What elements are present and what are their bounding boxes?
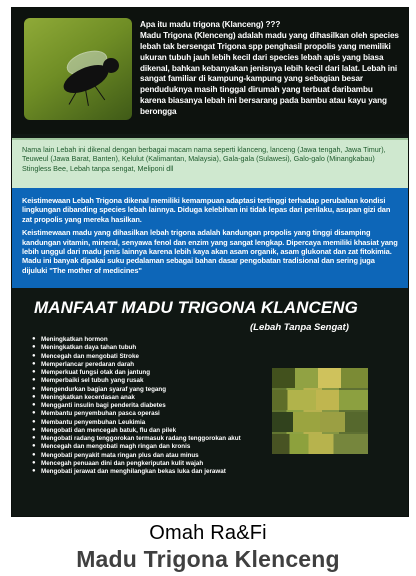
product-image-texture xyxy=(272,412,368,432)
list-item: ● Meningkatkan hormon xyxy=(32,336,392,344)
paragraph-honey-quality: Keistimewaan madu yang dihasilkan lebah trigona adalah kandungan propolis yang tinggi disamping kandungan vitamin, mineral, senyawa fenol dan enzim yang sangat lengkap. Dipercaya memiliki khasiat yang lebih unggul dari madu jenis lainnya karena lebih kaya akan asam organik, asam glukonat dan zat fitokimia. Madu ini banyak dipakai suku pedalaman sebagai bahan dasar pengobatan tradisional dan sering juga dijuluki "The mother of medicines" xyxy=(22,228,398,275)
hero-description: Madu Trigona (Klenceng) adalah madu yang dihasilkan oleh species lebah tak bersengat Trigona spp penghasil propolis yang memiliki ukuran tubuh jauh lebih kecil dari species lebah apis yang biasa dikenal, bahkan kebanyakan jenisnya lebih kecil dari lalat. Lebah ini sangat familiar di kampung-kampung yang sebagian besar penduduknya masih tinggal dirumah yang terbuat daribambu karena biasanya lebah ini bersarang pada bambu atau kayu yang berongga xyxy=(140,31,399,116)
list-item: ● Mencegah penuaan dini dan pengkeriputan kulit wajah xyxy=(32,460,392,468)
alternate-names-text: Nama lain Lebah ini dikenal dengan berbagai macam nama seperti klanceng, lanceng (Jawa tengah, Jawa Timur), Teuweul (Jawa Barat, Banten), Kelulut (Kalimantan, Malaysia), Gala-gala (Sulawesi), Galo-galo (Minangkabau) Stingless Bee, Lebah tanpa sengat, Meliponi dll xyxy=(22,145,386,173)
hero-question: Apa itu madu trigona (Klanceng) ??? xyxy=(140,20,281,29)
list-item: ● Memperlancar peredaran darah xyxy=(32,361,392,369)
list-item: ● Mencegah dan mengobati magh ringan dan kronis xyxy=(32,443,392,451)
list-item: ● Memperbaiki sel tubuh yang rusak xyxy=(32,377,392,385)
honey-bee-icon xyxy=(24,18,132,120)
list-item: ● Mengobati penyakit mata ringan plus dan atau minus xyxy=(32,452,392,460)
list-item: ● Mengobati jerawat dan menghilangkan bekas luka dan jerawat xyxy=(32,468,392,476)
list-item: ● Mengendurkan bagian syaraf yang tegang xyxy=(32,386,392,394)
list-item: ● Mengobati dan mencegah batuk, flu dan pilek xyxy=(32,427,392,435)
bee-head-icon xyxy=(103,58,119,73)
list-item: ● Membantu penyembuhan pasca operasi xyxy=(32,410,392,418)
benefits-description-block xyxy=(12,188,408,288)
list-item: ● Meningkatkan kecerdasan anak xyxy=(32,394,392,402)
benefits-description-text xyxy=(22,196,400,279)
hero-section xyxy=(12,8,408,134)
benefits-title: MANFAAT MADU TRIGONA KLANCENG xyxy=(34,298,358,317)
product-image-texture xyxy=(272,390,368,410)
product-image-texture xyxy=(272,434,368,454)
alternate-names-band xyxy=(12,138,408,191)
brochure xyxy=(12,8,408,516)
hero-text xyxy=(140,20,400,118)
benefits-subtitle: (Lebah Tanpa Sengat) xyxy=(250,322,349,333)
list-item: ● Mengobati radang tenggorokan termasuk radang tenggorokan akut xyxy=(32,435,392,443)
blurred-product-image xyxy=(272,368,368,454)
list-item: ● Mengganti insulin bagi penderita diabetes xyxy=(32,402,392,410)
list-item: ● Membantu penyembuhan Leukimia xyxy=(32,419,392,427)
product-image-texture xyxy=(272,368,368,388)
paragraph-adaptation: Keistimewaan Lebah Trigona dikenal memiliki kemampuan adaptasi tertinggi terhadap perubahan kondisi lingkungan dibanding species lebah lainnya. Diduga kelebihan ini tidak lepas dari perilaku, asupan gizi dan zat propolis yang mereka hasilkan. xyxy=(22,196,391,224)
footer-brand: Omah Ra&Fi xyxy=(149,522,267,544)
list-item: ● Memperkuat fungsi otak dan jantung xyxy=(32,369,392,377)
list-item: ● Mencegah dan mengobati Stroke xyxy=(32,353,392,361)
footer-title: Madu Trigona Klenceng xyxy=(76,546,340,572)
list-item: ● Meningkatkan daya tahan tubuh xyxy=(32,344,392,352)
